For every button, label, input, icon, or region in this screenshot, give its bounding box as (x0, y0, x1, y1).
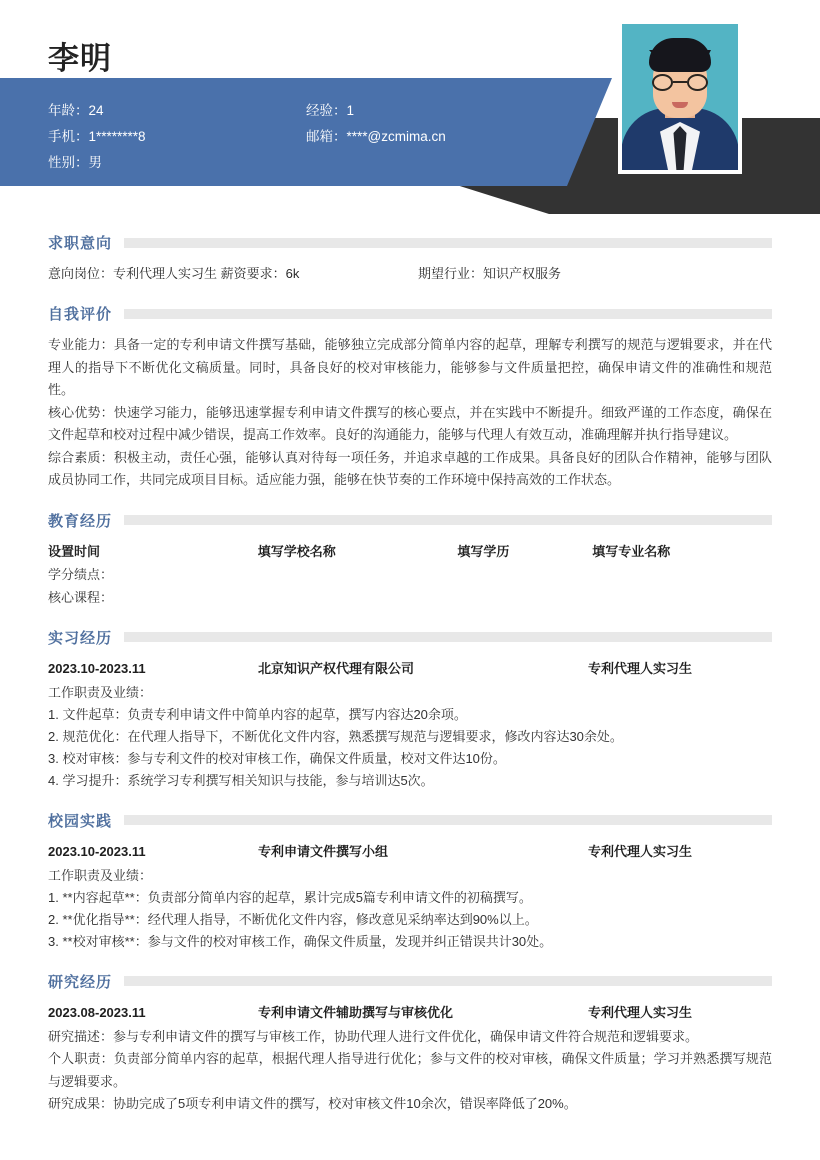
campus-role: 专利代理人实习生 (588, 843, 693, 859)
self-eval-paragraph: 综合素质：积极主动，责任心强，能够认真对待每一项任务，并追求卓越的工作成果。具备良好的团队合作精神，能够与团队成员协同工作，共同完成项目目标。适应能力强，能够在快节奏的工作环境中保持高效的工作状态。 (48, 449, 772, 487)
education-degree: 填写学历 (457, 543, 510, 559)
section-rule (124, 976, 772, 986)
section-rule (124, 515, 772, 525)
section-header-campus (48, 810, 772, 831)
section-rule (124, 632, 772, 642)
photo-glasses-bridge (673, 81, 687, 83)
list-item: 1. 文件起草：负责专利申请文件中简单内容的起草，撰写内容达20余项。 (48, 706, 467, 722)
section-rule (124, 238, 772, 248)
education-courses: 核心课程： (48, 589, 114, 605)
section-header-job-intent (48, 232, 772, 253)
campus-org: 专利申请文件撰写小组 (258, 843, 389, 859)
candidate-name: 李明 (48, 41, 112, 76)
empty-field (306, 150, 556, 176)
list-item: 2. **优化指导**：经代理人指导，不断优化文件内容，修改意见采纳率达到90%以上。 (48, 911, 538, 927)
contact-row (48, 98, 568, 124)
education-major: 填写专业名称 (592, 543, 671, 559)
research-date: 2023.08-2023.11 (48, 1004, 146, 1020)
internship-role: 专利代理人实习生 (588, 660, 693, 676)
experience-field: 经验：1 (306, 103, 355, 118)
section-rule (124, 309, 772, 319)
resume-body (0, 232, 820, 1116)
section-rule (124, 815, 772, 825)
research-row (48, 1002, 772, 1024)
internship-row (48, 658, 772, 680)
gender-field: 性别：男 (48, 155, 102, 170)
contact-fields (48, 98, 568, 176)
job-intent-row (48, 263, 772, 285)
section-header-self-eval (48, 303, 772, 324)
section-title: 实习经历 (48, 629, 113, 647)
section-header-internship (48, 627, 772, 648)
research-results: 研究成果：协助完成了5项专利申请文件的撰写，校对审核文件10余次，错误率降低了20%。 (48, 1096, 577, 1111)
internship-date: 2023.10-2023.11 (48, 660, 146, 676)
self-eval-paragraph: 专业能力：具备一定的专利申请文件撰写基础，能够独立完成部分简单内容的起草，理解专利撰写的规范与逻辑要求，并在代理人的指导下不断优化文稿质量。同时，具备良好的校对审核能力，能够参与文件质量把控，确保申请文件的准确性和规范性。 (48, 337, 772, 397)
list-item: 3. **校对审核**：参与文件的校对审核工作，确保文件质量，发现并纠正错误共计30处。 (48, 933, 553, 949)
internship-duties-label: 工作职责及业绩： (48, 684, 153, 700)
section-title: 教育经历 (48, 512, 113, 530)
contact-row (48, 150, 568, 176)
education-school: 填写学校名称 (257, 543, 336, 559)
photo-glasses (652, 74, 708, 91)
section-title: 校园实践 (48, 812, 113, 830)
list-item: 1. **内容起草**：负责部分简单内容的起草，累计完成5篇专利申请文件的初稿撰写。 (48, 889, 532, 905)
education-row (48, 541, 772, 563)
research-role: 专利代理人实习生 (588, 1004, 693, 1020)
campus-date: 2023.10-2023.11 (48, 843, 146, 859)
research-description: 研究描述：参与专利申请文件的撰写与审核工作，协助代理人进行文件优化，确保申请文件符合规范和逻辑要求。 (48, 1028, 699, 1044)
internship-bullets (48, 704, 772, 792)
list-item: 3. 校对审核：参与专利文件的校对审核工作，确保文件质量，校对文件达10份。 (48, 750, 506, 766)
intent-position: 意向岗位：专利代理人实习生 薪资要求：6k (48, 266, 300, 281)
section-header-research (48, 971, 772, 992)
list-item: 2. 规范优化：在代理人指导下，不断优化文件内容，熟悉撰写规范与逻辑要求，修改内容达30余处。 (48, 728, 623, 744)
section-header-education (48, 510, 772, 531)
campus-bullets (48, 887, 772, 953)
section-title: 自我评价 (48, 306, 113, 323)
education-gpa: 学分绩点： (48, 566, 114, 582)
section-title: 求职意向 (48, 235, 113, 252)
campus-duties-label: 工作职责及业绩： (48, 867, 153, 883)
section-title: 研究经历 (48, 973, 113, 991)
resume-header (0, 0, 820, 214)
age-field: 年龄：24 (48, 103, 104, 118)
portrait-photo-icon (622, 24, 738, 170)
internship-org: 北京知识产权代理有限公司 (258, 660, 415, 676)
email-field: 邮箱：****@zcmima.cn (306, 129, 446, 144)
contact-row (48, 124, 568, 150)
phone-field: 手机：1********8 (48, 129, 146, 144)
list-item: 4. 学习提升：系统学习专利撰写相关知识与技能，参与培训达5次。 (48, 772, 434, 788)
education-time: 设置时间 (48, 543, 101, 559)
campus-row (48, 841, 772, 863)
photo-lens-right (687, 74, 708, 91)
photo-lens-left (652, 74, 673, 91)
self-eval-paragraph: 核心优势：快速学习能力，能够迅速掌握专利申请文件撰写的核心要点，并在实践中不断提升。细致严谨的工作态度，确保在文件起草和校对过程中减少错误，提高工作效率。良好的沟通能力，能够与代理人有效互动，准确理解并执行指导建议。 (48, 404, 772, 442)
research-topic: 专利申请文件辅助撰写与审核优化 (258, 1004, 454, 1020)
intent-industry: 期望行业：知识产权服务 (418, 266, 562, 281)
photo-frame (618, 20, 742, 174)
research-duties: 个人职责：负责部分简单内容的起草，根据代理人指导进行优化；参与文件的校对审核，确保文件质量；学习并熟悉撰写规范与逻辑要求。 (48, 1051, 772, 1089)
